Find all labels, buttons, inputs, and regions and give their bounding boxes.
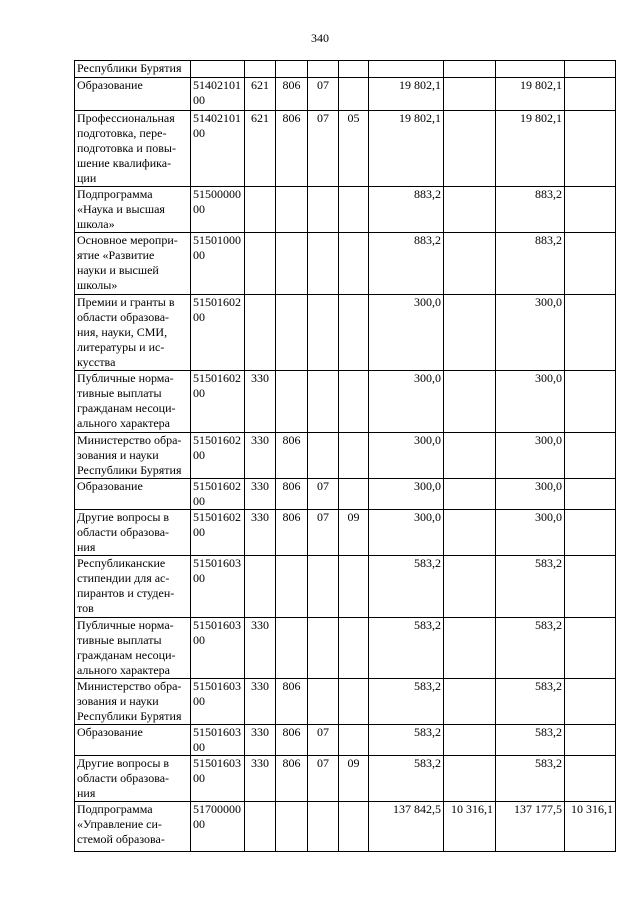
section-cell: [308, 233, 339, 295]
subsection-cell: [339, 479, 369, 510]
amount-cell-4: 10 316,1: [565, 802, 616, 852]
csr-code-cell: 51501602 00: [191, 433, 245, 479]
subsection-cell: [339, 433, 369, 479]
table-row: [75, 756, 616, 802]
amount-cell-1: 300,0: [369, 295, 444, 371]
grbs-code-cell: [276, 556, 308, 618]
row-name-cell: Публичные норма- тивные выплаты гражданам несоци- ального характера: [75, 371, 191, 433]
section-cell: 07: [308, 756, 339, 802]
row-name-cell: Публичные норма- тивные выплаты гражданам несоци- ального характера: [75, 618, 191, 679]
amount-cell-2: [444, 479, 496, 510]
amount-cell-1: 583,2: [369, 679, 444, 725]
csr-code-cell: 51501000 00: [191, 233, 245, 295]
grbs-code-cell: [276, 61, 308, 78]
amount-cell-1: 583,2: [369, 618, 444, 679]
expense-type-cell: 330: [245, 433, 276, 479]
amount-cell-3: 883,2: [496, 187, 565, 233]
row-name-cell: Подпрограмма «Наука и высшая школа»: [75, 187, 191, 233]
subsection-cell: [339, 78, 369, 111]
section-cell: [308, 433, 339, 479]
row-name-cell: Профессиональная подготовка, пере- подготовка и повы- шение квалифика- ции: [75, 111, 191, 187]
subsection-cell: [339, 618, 369, 679]
csr-code-cell: 51501603 00: [191, 679, 245, 725]
table-row: [75, 187, 616, 233]
table-row: [75, 78, 616, 111]
section-cell: [308, 61, 339, 78]
amount-cell-3: 137 177,5: [496, 802, 565, 852]
amount-cell-4: [565, 618, 616, 679]
amount-cell-3: 300,0: [496, 510, 565, 556]
amount-cell-4: [565, 479, 616, 510]
amount-cell-3: 300,0: [496, 371, 565, 433]
subsection-cell: [339, 371, 369, 433]
row-name-cell: Республики Бурятия: [75, 61, 191, 78]
amount-cell-1: 583,2: [369, 556, 444, 618]
row-name-cell: Республиканские стипендии для ас- пирантов и студен- тов: [75, 556, 191, 618]
expense-type-cell: 621: [245, 111, 276, 187]
expense-type-cell: [245, 61, 276, 78]
amount-cell-3: 583,2: [496, 556, 565, 618]
table-row: [75, 618, 616, 679]
grbs-code-cell: 806: [276, 479, 308, 510]
grbs-code-cell: [276, 295, 308, 371]
table-row: [75, 679, 616, 725]
amount-cell-4: [565, 295, 616, 371]
amount-cell-2: [444, 618, 496, 679]
section-cell: 07: [308, 510, 339, 556]
subsection-cell: 05: [339, 111, 369, 187]
amount-cell-1: 300,0: [369, 510, 444, 556]
section-cell: [308, 295, 339, 371]
grbs-code-cell: 806: [276, 679, 308, 725]
csr-code-cell: 51501603 00: [191, 756, 245, 802]
subsection-cell: [339, 295, 369, 371]
subsection-cell: [339, 61, 369, 78]
expense-type-cell: 330: [245, 371, 276, 433]
grbs-code-cell: [276, 187, 308, 233]
grbs-code-cell: 806: [276, 756, 308, 802]
amount-cell-4: [565, 61, 616, 78]
amount-cell-4: [565, 233, 616, 295]
table-row: [75, 510, 616, 556]
amount-cell-1: 19 802,1: [369, 111, 444, 187]
expense-type-cell: [245, 187, 276, 233]
amount-cell-3: 583,2: [496, 756, 565, 802]
amount-cell-3: 300,0: [496, 295, 565, 371]
table-row: [75, 371, 616, 433]
budget-table: [74, 60, 616, 852]
table-row: [75, 61, 616, 78]
amount-cell-3: 19 802,1: [496, 78, 565, 111]
csr-code-cell: [191, 61, 245, 78]
section-cell: [308, 618, 339, 679]
csr-code-cell: 51700000 00: [191, 802, 245, 852]
grbs-code-cell: 806: [276, 78, 308, 111]
table-row: [75, 556, 616, 618]
amount-cell-2: [444, 111, 496, 187]
table-row: [75, 111, 616, 187]
amount-cell-4: [565, 756, 616, 802]
amount-cell-2: [444, 725, 496, 756]
grbs-code-cell: 806: [276, 111, 308, 187]
amount-cell-2: [444, 187, 496, 233]
amount-cell-2: [444, 78, 496, 111]
expense-type-cell: [245, 556, 276, 618]
subsection-cell: [339, 679, 369, 725]
amount-cell-4: [565, 556, 616, 618]
amount-cell-1: 137 842,5: [369, 802, 444, 852]
csr-code-cell: 51500000 00: [191, 187, 245, 233]
amount-cell-2: [444, 556, 496, 618]
amount-cell-3: 300,0: [496, 433, 565, 479]
subsection-cell: [339, 556, 369, 618]
row-name-cell: Подпрограмма «Управление си- стемой образова-: [75, 802, 191, 852]
amount-cell-4: [565, 679, 616, 725]
amount-cell-1: 883,2: [369, 233, 444, 295]
amount-cell-4: [565, 510, 616, 556]
grbs-code-cell: [276, 802, 308, 852]
amount-cell-1: 19 802,1: [369, 78, 444, 111]
subsection-cell: [339, 725, 369, 756]
row-name-cell: Министерство обра- зования и науки Республики Бурятия: [75, 433, 191, 479]
amount-cell-1: 583,2: [369, 725, 444, 756]
row-name-cell: Образование: [75, 479, 191, 510]
amount-cell-4: [565, 187, 616, 233]
subsection-cell: 09: [339, 756, 369, 802]
expense-type-cell: 330: [245, 725, 276, 756]
row-name-cell: Премии и гранты в области образова- ния, науки, СМИ, литературы и ис- кусства: [75, 295, 191, 371]
row-name-cell: Образование: [75, 78, 191, 111]
amount-cell-4: [565, 78, 616, 111]
expense-type-cell: [245, 295, 276, 371]
amount-cell-1: 583,2: [369, 756, 444, 802]
amount-cell-3: 583,2: [496, 618, 565, 679]
page-number: 340: [311, 31, 329, 45]
amount-cell-4: [565, 371, 616, 433]
table-row: [75, 479, 616, 510]
csr-code-cell: 51501603 00: [191, 618, 245, 679]
amount-cell-2: [444, 233, 496, 295]
section-cell: [308, 371, 339, 433]
csr-code-cell: 51501603 00: [191, 725, 245, 756]
subsection-cell: [339, 233, 369, 295]
amount-cell-4: [565, 111, 616, 187]
amount-cell-3: 19 802,1: [496, 111, 565, 187]
amount-cell-4: [565, 725, 616, 756]
expense-type-cell: 330: [245, 756, 276, 802]
section-cell: [308, 679, 339, 725]
section-cell: 07: [308, 479, 339, 510]
subsection-cell: [339, 187, 369, 233]
grbs-code-cell: 806: [276, 510, 308, 556]
csr-code-cell: 51501602 00: [191, 510, 245, 556]
amount-cell-1: 300,0: [369, 479, 444, 510]
row-name-cell: Другие вопросы в области образова- ния: [75, 756, 191, 802]
row-name-cell: Другие вопросы в области образова- ния: [75, 510, 191, 556]
amount-cell-2: [444, 756, 496, 802]
amount-cell-2: [444, 679, 496, 725]
row-name-cell: Министерство обра- зования и науки Республики Бурятия: [75, 679, 191, 725]
amount-cell-2: [444, 295, 496, 371]
amount-cell-1: [369, 61, 444, 78]
amount-cell-2: [444, 61, 496, 78]
subsection-cell: [339, 802, 369, 852]
csr-code-cell: 51501603 00: [191, 556, 245, 618]
table-row: [75, 295, 616, 371]
csr-code-cell: 51402101 00: [191, 111, 245, 187]
section-cell: 07: [308, 111, 339, 187]
grbs-code-cell: [276, 618, 308, 679]
grbs-code-cell: [276, 371, 308, 433]
table-row: [75, 725, 616, 756]
amount-cell-2: [444, 433, 496, 479]
grbs-code-cell: [276, 233, 308, 295]
amount-cell-4: [565, 433, 616, 479]
table-row: [75, 433, 616, 479]
amount-cell-3: [496, 61, 565, 78]
section-cell: [308, 556, 339, 618]
expense-type-cell: 330: [245, 510, 276, 556]
expense-type-cell: 330: [245, 618, 276, 679]
amount-cell-1: 300,0: [369, 433, 444, 479]
csr-code-cell: 51501602 00: [191, 295, 245, 371]
amount-cell-1: 883,2: [369, 187, 444, 233]
expense-type-cell: 330: [245, 679, 276, 725]
csr-code-cell: 51501602 00: [191, 371, 245, 433]
row-name-cell: Образование: [75, 725, 191, 756]
expense-type-cell: 621: [245, 78, 276, 111]
amount-cell-3: 583,2: [496, 725, 565, 756]
table-body: [75, 61, 616, 852]
subsection-cell: 09: [339, 510, 369, 556]
row-name-cell: Основное меропри- ятие «Развитие науки и высшей школы»: [75, 233, 191, 295]
table-row: [75, 802, 616, 852]
grbs-code-cell: 806: [276, 433, 308, 479]
amount-cell-3: 883,2: [496, 233, 565, 295]
section-cell: 07: [308, 725, 339, 756]
amount-cell-3: 300,0: [496, 479, 565, 510]
expense-type-cell: [245, 233, 276, 295]
section-cell: [308, 187, 339, 233]
csr-code-cell: 51402101 00: [191, 78, 245, 111]
expense-type-cell: [245, 802, 276, 852]
amount-cell-2: [444, 371, 496, 433]
expense-type-cell: 330: [245, 479, 276, 510]
amount-cell-1: 300,0: [369, 371, 444, 433]
section-cell: [308, 802, 339, 852]
grbs-code-cell: 806: [276, 725, 308, 756]
amount-cell-2: [444, 510, 496, 556]
table-row: [75, 233, 616, 295]
csr-code-cell: 51501602 00: [191, 479, 245, 510]
amount-cell-2: 10 316,1: [444, 802, 496, 852]
amount-cell-3: 583,2: [496, 679, 565, 725]
section-cell: 07: [308, 78, 339, 111]
